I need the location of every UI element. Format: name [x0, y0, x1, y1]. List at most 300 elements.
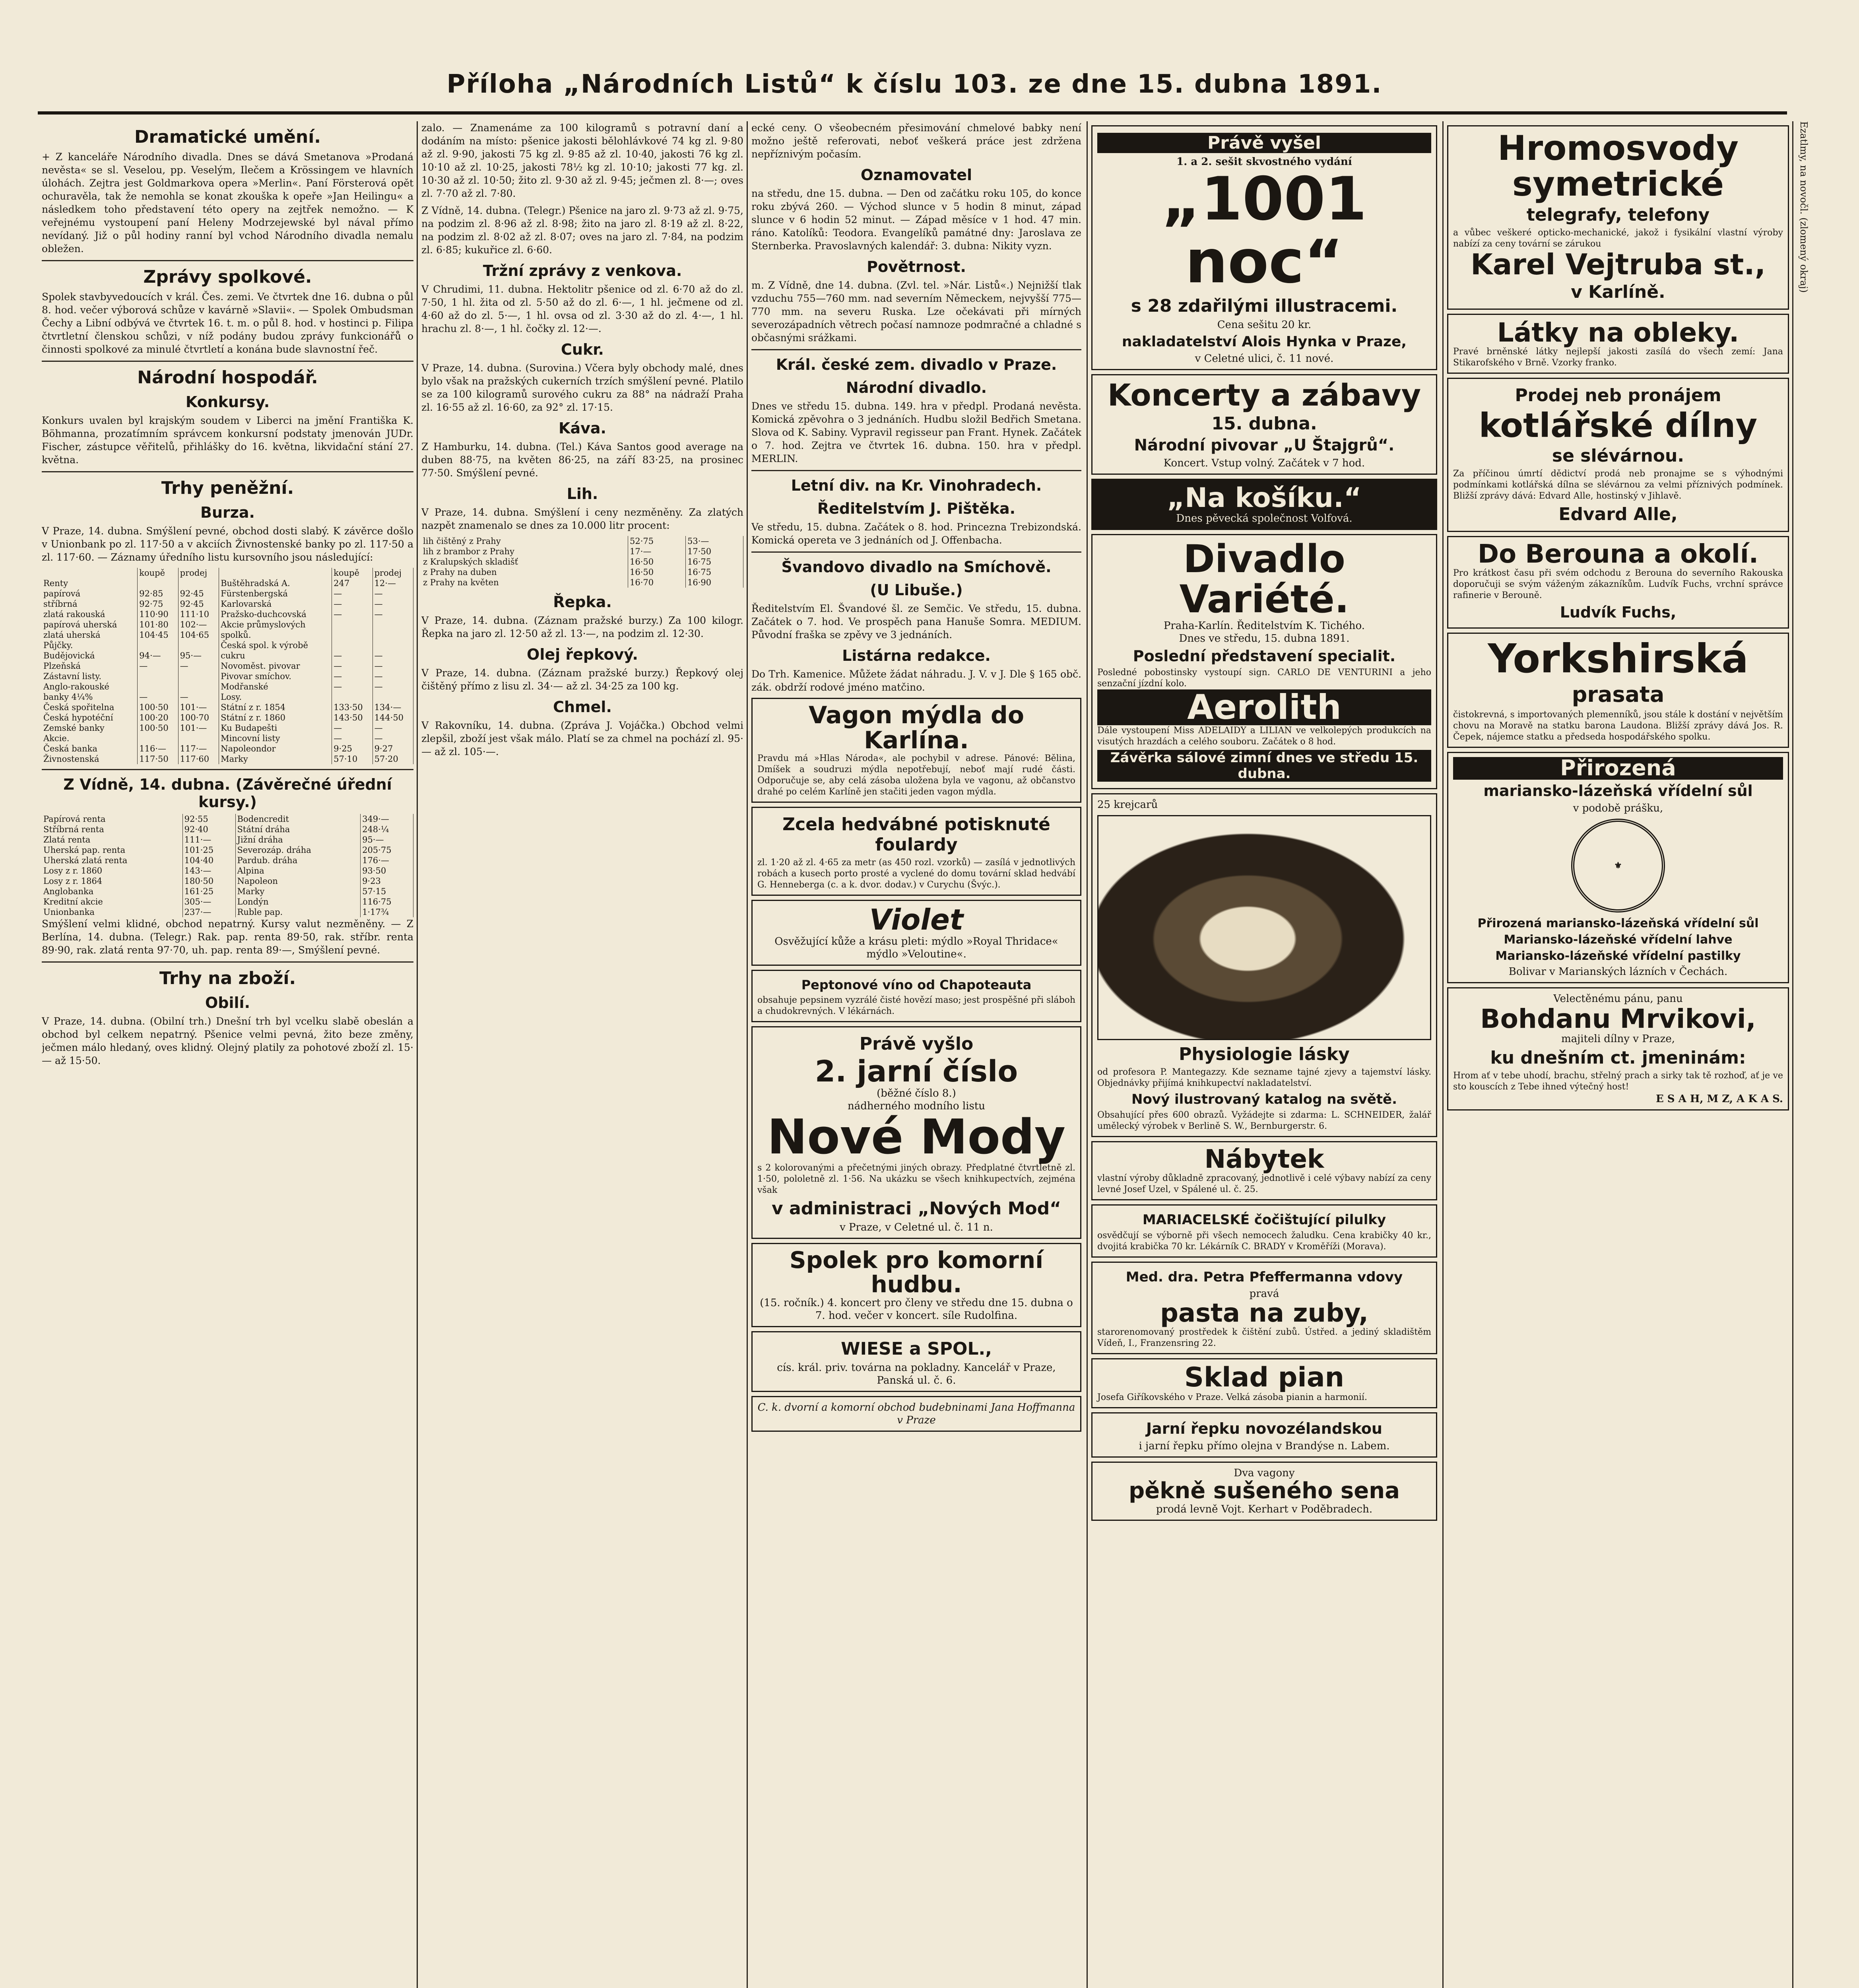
exchange-cell: 117·50 — [138, 754, 178, 764]
exchange-row — [42, 723, 413, 733]
spirits-cell: z Prahy na květen — [421, 577, 628, 588]
column-2 — [421, 121, 743, 1988]
ad-safes — [751, 1331, 1081, 1392]
exchange-cell — [138, 681, 178, 692]
ad-text: v podobě prášku, — [1573, 802, 1663, 814]
ad-title: „Na košíku.“ — [1167, 482, 1362, 514]
column-5 — [1447, 121, 1789, 1988]
ad-title: „1001 noc“ — [1161, 165, 1367, 297]
ad-text: vlastní výroby důkladně zpracovaný, jednotlivě i celé výbavy nabízí za ceny levné Josef Uzel, v Spálené ul. č. 25. — [1097, 1173, 1431, 1195]
ad-title: Med. dra. Petra Pfeffermanna vdovy — [1125, 1269, 1403, 1285]
vienna-cell: Losy z r. 1860 — [42, 866, 182, 876]
exchange-cell: 110·90 — [138, 609, 178, 619]
ad-new-fashion — [751, 1026, 1081, 1239]
exchange-cell: — — [373, 671, 413, 681]
exchange-cell: Státní z r. 1860 — [219, 712, 332, 723]
ad-aerolith: Aerolith — [1097, 689, 1431, 725]
ad-date: 15. dubna. — [1211, 413, 1317, 434]
ad-text: Koncert. Vstup volný. Začátek v 7 hod. — [1163, 457, 1365, 469]
exchange-row — [42, 640, 413, 650]
ad-name: Karel Vejtruba st., — [1470, 247, 1766, 281]
exchange-cell: stříbrná — [42, 599, 138, 609]
ad-text: osvědčují se výborně při všech nemocech žaludku. Cena krabičky 40 kr., dvojitá krabička 70 kr. Lékárník C. BRADY v Kroměříži (Morava). — [1097, 1231, 1431, 1252]
vienna-cell: Zlatá renta — [42, 835, 182, 845]
exchange-cell: — — [332, 650, 373, 661]
column-separator — [1087, 121, 1088, 1988]
vienna-cell: 237·— — [182, 907, 235, 917]
vienna-cell: 305·— — [182, 897, 235, 907]
column-separator — [1442, 121, 1444, 1988]
section-title-announcer: Oznamovatel — [860, 166, 972, 184]
exchange-cell: 116·— — [138, 744, 178, 754]
exchange-cell: 143·50 — [332, 712, 373, 723]
section-text: V Praze, 14. dubna. (Obilní trh.) Dnešní trh byl vcelku slabě obeslán a obchod byl celkem nepatrný. Pšenice velmi pevná, žito beze změny, ječmen málo hledaný, oves klidný. Olejný platily za pohotové zboží zl. 15·— až 15·50. — [42, 1015, 413, 1066]
exchange-row — [42, 630, 413, 640]
ad-name: Ludvík Fuchs, — [1560, 603, 1677, 621]
ad-toothpaste — [1091, 1262, 1437, 1354]
exchange-cell: 92·75 — [138, 599, 178, 609]
exchange-cell — [373, 630, 413, 640]
ad-signature: E S A H, M Z, A K A S. — [1655, 1093, 1783, 1105]
exchange-table — [42, 568, 413, 764]
vienna-cell: Londýn — [235, 897, 361, 907]
vienna-cell: Bodencredit — [235, 814, 361, 824]
ad-poem: Hrom ať v tebe uhodí, brachu, střelný prach a sirky tak tě rozhoď, ať je ve sto kouscích z Tebe ihned výtečný host! — [1453, 1070, 1783, 1092]
vienna-cell: 143·— — [182, 866, 235, 876]
spirits-cell: 16·70 — [628, 577, 685, 588]
vienna-cell: Kreditní akcie — [42, 897, 182, 907]
section-text: V Praze, 14. dubna. (Záznam pražské burzy.) Řepkový olej čištěný přímo z lisu zl. 34·— až zl. 34·25 za 100 kg. — [421, 667, 743, 692]
exchange-row — [42, 578, 413, 588]
section-text: m. Z Vídně, dne 14. dubna. (Zvl. tel. »Nár. Listů«.) Nejnižší tlak vzduchu 755—760 mm. nad severním Německem, nejvyšší 775—770 mm. na severu Ruska. Lze očekávati při mírných severozápadních větrech počasí namnoze podmračné a chladné s občasnými srážkami. — [751, 280, 1081, 344]
ad-title: Vagon mýdla do Karlína. — [808, 701, 1025, 754]
spirits-cell: 16·50 — [628, 567, 685, 577]
exchange-cell — [138, 733, 178, 744]
divider — [42, 961, 413, 963]
section-text: Do Trh. Kamenice. Můžete žádat náhradu. J. V. v J. Dle § 165 obč. zák. obdrží rodové jméno matčino. — [751, 668, 1081, 693]
exchange-cell: Buštěhradská A. — [219, 578, 332, 588]
column-4 — [1091, 121, 1437, 1988]
divider — [751, 349, 1081, 350]
section-title-weather: Povětrnost. — [867, 258, 966, 276]
ad-sub: Praha-Karlín. Ředitelstvím K. Tichého. — [1163, 619, 1365, 632]
ad-brand: Violet — [869, 903, 964, 936]
ad-marienbad-salt — [1447, 752, 1789, 983]
exchange-cell: Česká spořitelna — [42, 702, 138, 712]
exchange-row — [42, 588, 413, 599]
exchange-row — [42, 619, 413, 630]
exchange-row — [42, 650, 413, 661]
exchange-table-body — [42, 578, 413, 764]
subsection-title: Káva. — [559, 419, 606, 437]
section-text: Smýšlení velmi klidné, obchod nepatrný. Kursy valut nezměněny. — Z Berlína, 14. dubna. (Telegr.) Rak. pap. renta 89·50, rak. stříbr. renta 89·90, rak. zlatá renta 97·70, uh. pap. renta 89·—, Smýšlení pevné. — [42, 918, 413, 956]
ad-line: nádherného modního listu — [847, 1100, 986, 1112]
ad-text: čistokrevná, s importovaných plemenníků, jsou stále k dostání v největším chovu na Moravě na statku barona Laudona. Bližší zprávy dává Jos. R. Čepek, nájemce statku a předseda hospodářského spolku. — [1453, 709, 1783, 742]
exchange-cell: 104·65 — [178, 630, 219, 640]
ad-hoffmann — [751, 1396, 1081, 1432]
ad-boiler-shop — [1447, 378, 1789, 532]
exchange-cell — [178, 578, 219, 588]
section-text: Z Vídně, 14. dubna. (Telegr.) Pšenice na jaro zl. 9·73 až zl. 9·75, na podzim zl. 8·96 až zl. 8·98; žito na jaro zl. 8·19 až zl. 8·22, na podzim zl. 8·02 až zl. 8·07; oves na jaro zl. 7·84, na podzim zl. 6·85; kukuřice zl. 6·60. — [421, 205, 743, 256]
ad-title: Dva vagony — [1234, 1467, 1295, 1479]
subsection-title: Burza. — [200, 504, 255, 521]
ad-big: pěkně sušeného sena — [1129, 1477, 1400, 1504]
ad-text: Pravé brněnské látky nejlepší jakosti zasílá do všech zemí: Jana Stikarofského v Brně. Vzorky franko. — [1453, 347, 1783, 368]
exchange-cell: Losy. — [219, 692, 332, 702]
exchange-cell: 100·50 — [138, 723, 178, 733]
spirits-cell: lih čištěný z Prahy — [421, 536, 628, 546]
table-header: koupě — [332, 568, 373, 578]
exchange-cell: — — [178, 692, 219, 702]
subsection-title: Lih. — [567, 485, 598, 503]
exchange-cell — [373, 692, 413, 702]
section-text: Z Hamburku, 14. dubna. (Tel.) Káva Santos good average na duben 88·75, na květen 86·25, na září 83·25, na prosinec 77·50. Smýšlení pevné. — [421, 441, 743, 479]
spirits-table — [421, 536, 743, 588]
ad-address: v Karlíně. — [1571, 282, 1665, 303]
exchange-cell — [373, 640, 413, 650]
vienna-cell: Severozáp. dráha — [235, 845, 361, 855]
spirits-cell: 53·— — [685, 536, 743, 546]
vienna-cell: 176·— — [361, 855, 413, 866]
exchange-cell: 247 — [332, 578, 373, 588]
exchange-cell: 100·50 — [138, 702, 178, 712]
ad-text: Dnes pěvecká společnost Volfová. — [1176, 513, 1353, 525]
exchange-cell: — — [332, 723, 373, 733]
exchange-cell: Pivovar smíchov. — [219, 671, 332, 681]
ad-text: Dále vystoupení Miss ADELAIDY a LILIAN ve velkolepých produkcích na visutých hrazdách a celého souboru. Začátek o 8 hod. — [1097, 726, 1431, 747]
table-header: prodej — [178, 568, 219, 578]
exchange-cell: 101·80 — [138, 619, 178, 630]
vienna-cell: Pardub. dráha — [235, 855, 361, 866]
exchange-cell: 101·— — [178, 702, 219, 712]
divider — [42, 260, 413, 261]
vienna-row — [42, 814, 413, 824]
exchange-cell — [138, 671, 178, 681]
section-text: na středu, dne 15. dubna. — Den od začátku roku 105, do konce roku zbývá 260. — Východ slunce v 5 hodin 8 minut, západ slunce v 6 hodin 52 minut. — Západ měsíce v 1 hod. 47 min. ráno. Katolíků: Teodora. Evangelíků památné dny: Jaroslava ze Sternberka. Pravoslavných kalendář: 3. dubna: Nikity vyzn. — [751, 188, 1081, 252]
ad-text: a vůbec veškeré opticko-mechanické, jakož i fysikální vlastní výroby nabízí za ceny tovární se zárukou — [1453, 227, 1783, 249]
exchange-cell — [138, 640, 178, 650]
vienna-cell: 248·¼ — [361, 824, 413, 835]
column-separator — [417, 121, 418, 1988]
exchange-cell: Česká hypotéční — [42, 712, 138, 723]
subsection-title: Tržní zprávy z venkova. — [483, 262, 682, 280]
exchange-row — [42, 692, 413, 702]
exchange-cell: — — [373, 650, 413, 661]
spirits-row — [421, 546, 743, 557]
subsection-title: (U Libuše.) — [870, 581, 963, 599]
spirits-row — [421, 536, 743, 546]
spirits-cell: 17·50 — [685, 546, 743, 557]
ad-line: Mariansko-lázeňské vřídelní pastilky — [1495, 949, 1741, 963]
exchange-row — [42, 754, 413, 764]
spirits-row — [421, 577, 743, 588]
exchange-cell: — — [373, 609, 413, 619]
ad-lightning-rods — [1447, 125, 1789, 310]
exchange-cell: 133·50 — [332, 702, 373, 712]
divider — [751, 470, 1081, 471]
exchange-cell: — — [332, 681, 373, 692]
ad-title: Yorkshirská — [1488, 635, 1748, 682]
ad-variete — [1091, 534, 1437, 789]
exchange-cell: 94·— — [138, 650, 178, 661]
ad-text: v Praze, v Celetné ul. č. 11 n. — [840, 1221, 993, 1234]
divider — [42, 471, 413, 472]
spirits-cell: 16·90 — [685, 577, 743, 588]
ad-text: Pro krátkost času při svém odchodu z Berouna do severního Rakouska doporučuji se svým váženým zákazníkům. Ludvík Fuchs, vrchní správce rafinerie v Berouně. — [1453, 568, 1783, 600]
vienna-cell: Státní dráha — [235, 824, 361, 835]
ad-furniture — [1091, 1141, 1437, 1200]
section-text: zalo. — Znamenáme za 100 kilogramů s potravní daní a dodáním na místo: pšenice jakosti bělohlávkové 74 kg zl. 9·80 až zl. 9·90, jakosti 75 kg zl. 9·85 až zl. 10·40, jakosti 76 kg zl. 10·10 až zl. 10·25, jakosti 78½ kg zl. 10·10; jakosti 77 kg. zl. 10·30 až zl. 10·50; žito zl. 9·30 až zl. 9·45; ječmen zl. 8·—; oves zl. 7·70 až zl. 7·80. — [421, 122, 743, 199]
vienna-cell: Ruble pap. — [235, 907, 361, 917]
section-text: Ve středu, 15. dubna. Začátek o 8. hod. Princezna Trebizondská. Komická opereta ve 3 jednáních od J. Offenbacha. — [751, 521, 1081, 546]
section-text: V Praze, 14. dubna. Smýšlení i ceny nezměněny. Za zlatých nazpět znamenalo se dnes za 10.000 litr procent: — [421, 507, 743, 531]
ad-sub: prasata — [1572, 681, 1665, 707]
ad-text: Obsahující přes 600 obrazů. Vyžádejte si zdarma: L. SCHNEIDER, žalář umělecký výrobek v Berlině S. W., Bernburgerstr. 6. — [1097, 1110, 1431, 1132]
ad-title: Spolek pro komorní hudbu. — [789, 1246, 1044, 1298]
vienna-cell: 349·— — [361, 814, 413, 824]
exchange-cell: Zástavní listy. — [42, 671, 138, 681]
section-text: V Chrudimi, 11. dubna. Hektolitr pšenice od zl. 6·70 až do zl. 7·50, 1 hl. žita od zl. 5·50 až do zl. 6·—, 1 hl. ječmene od zl. 4·60 až do zl. 5·—, 1 hl. ovsa od zl. 3·30 až do zl. 4·—, 1 hl. hrachu zl. 8·—, 1 hl. čočky zl. 12·—. — [421, 283, 743, 334]
exchange-cell: — — [373, 661, 413, 671]
exchange-cell: Akcie. — [42, 733, 138, 744]
exchange-cell: zlatá uherská — [42, 630, 138, 640]
exchange-cell: Státní z r. 1854 — [219, 702, 332, 712]
ad-title: MARIACELSKÉ čočištující pilulky — [1142, 1212, 1386, 1228]
ad-title: Nový ilustrovaný katalog na světě. — [1131, 1091, 1397, 1108]
ad-line: 2. jarní číslo — [815, 1054, 1018, 1089]
exchange-cell: Novoměst. pivovar — [219, 661, 332, 671]
exchange-cell: — — [178, 661, 219, 671]
table-header — [42, 568, 138, 578]
exchange-cell: Budějovická — [42, 650, 138, 661]
ad-line: Mariansko-lázeňské vřídelní lahve — [1504, 932, 1733, 947]
exchange-cell — [178, 671, 219, 681]
exchange-cell: — — [332, 671, 373, 681]
vienna-cell: 205·75 — [361, 845, 413, 855]
exchange-cell: 57·20 — [373, 754, 413, 764]
ad-greeting — [1447, 987, 1789, 1110]
ad-chamber-music — [751, 1243, 1081, 1327]
exchange-cell: papírová uherská — [42, 619, 138, 630]
ad-line: s 28 zdařilými illustracemi. — [1131, 296, 1398, 316]
ad-price: Cena sešitu 20 kr. — [1217, 319, 1312, 331]
ad-sub: majiteli dílny v Praze, — [1561, 1033, 1675, 1045]
ad-text: zl. 1·20 až zl. 4·65 za metr (as 450 rozl. vzorků) — zasílá v jednotlivých robách a kusech porto prosté a vyclené do domu tovární sklad hedvábí G. Henneberga (c. a k. dvor. dodav.) v Curychu (Švýc.). — [757, 858, 1075, 890]
spirits-cell: 16·75 — [685, 567, 743, 577]
section-text: V Praze, 14. dubna. (Záznam pražské burzy.) Za 100 kilogr. Řepka na jaro zl. 12·50 až zl. 13·—, na podzim zl. 12·30. — [421, 615, 743, 639]
ad-text: Velectěnému pánu, panu — [1553, 992, 1683, 1005]
ad-text: Za příčinou úmrtí dědictví prodá neb pronajme se s výhodnými podmínkami kotlářská dílna se slévárnou za velmi příznivých podmínek. Bližší zprávy dává: Edvard Alle, hostinský v Jihlavě. — [1453, 468, 1783, 501]
subsection-title: Chmel. — [553, 698, 612, 716]
vienna-cell: Napoleon — [235, 876, 361, 886]
exchange-cell: 57·10 — [332, 754, 373, 764]
exchange-cell: — — [373, 733, 413, 744]
ad-hay — [1091, 1462, 1437, 1521]
vienna-table-body — [42, 814, 413, 917]
exchange-cell: papírová — [42, 588, 138, 599]
subsection-title: Konkursy. — [185, 393, 270, 411]
exchange-cell: — — [373, 681, 413, 692]
section-title-dramatic-art: Dramatické umění. — [134, 127, 321, 147]
vienna-cell: 92·55 — [182, 814, 235, 824]
ad-title: Jarní řepku novozélandskou — [1146, 1419, 1382, 1437]
ad-title: Přirozená — [1453, 757, 1783, 780]
exchange-cell: Plzeňská — [42, 661, 138, 671]
ad-text: cís. král. priv. továrna na pokladny. Kancelář v Praze, Panská ul. č. 6. — [777, 1362, 1056, 1387]
ad-title: Sklad pian — [1184, 1362, 1345, 1394]
exchange-cell: — — [332, 733, 373, 744]
exchange-row — [42, 599, 413, 609]
vienna-row — [42, 907, 413, 917]
exchange-cell: Karlovarská — [219, 599, 332, 609]
ad-text: C. k. dvorní a komorní obchod budebninami Jana Hoffmanna v Praze — [757, 1402, 1075, 1427]
exchange-cell: 134·— — [373, 702, 413, 712]
exchange-cell: — — [373, 723, 413, 733]
subsection-title: Řepka. — [553, 593, 612, 611]
ad-title: Nábytek — [1204, 1145, 1324, 1175]
ad-line: Prodej neb pronájem — [1515, 385, 1721, 406]
vienna-cell: 95·— — [361, 835, 413, 845]
exchange-cell: — — [332, 609, 373, 619]
exchange-cell: 9·25 — [332, 744, 373, 754]
ad-line: 1. a 2. sešit skvostného vydání — [1176, 156, 1352, 168]
exchange-cell: 111·10 — [178, 609, 219, 619]
ad-fabrics — [1447, 314, 1789, 374]
exchange-cell — [332, 640, 373, 650]
exchange-cell: 92·85 — [138, 588, 178, 599]
vienna-cell: 57·15 — [361, 886, 413, 897]
table-header-row — [42, 568, 413, 578]
section-title-goods-markets: Trhy na zboží. — [159, 968, 296, 988]
column-separator — [747, 121, 748, 1988]
ad-title: kotlářské dílny — [1479, 406, 1758, 445]
ad-price: 25 krejcarů — [1097, 799, 1158, 811]
ad-na-kosiku — [1091, 479, 1437, 530]
spirits-cell: lih z brambor z Prahy — [421, 546, 628, 557]
table-header: koupě — [138, 568, 178, 578]
section-text: V Rakovníku, 14. dubna. (Zpráva J. Vojáčka.) Obchod velmi zlepšil, zboží jest však málo. Platí se za chmel na pochází zl. 95·— až zl. 105·—. — [421, 720, 743, 757]
ad-sub: se slévárnou. — [1552, 445, 1684, 466]
vienna-cell: 104·40 — [182, 855, 235, 866]
subsection-title: Cukr. — [561, 341, 604, 358]
ad-foulards — [751, 807, 1081, 896]
spirits-cell: 16·75 — [685, 557, 743, 567]
ad-title: v administraci „Nových Mod“ — [771, 1198, 1061, 1219]
ad-text: prodá levně Vojt. Kerhart v Poděbradech. — [1156, 1503, 1373, 1515]
exchange-cell: — — [332, 599, 373, 609]
exchange-cell: Akcie průmyslových — [219, 619, 332, 630]
exchange-cell: — — [373, 588, 413, 599]
exchange-cell: 92·45 — [178, 588, 219, 599]
ad-beroun — [1447, 536, 1789, 629]
ad-violet-soap — [751, 900, 1081, 966]
exchange-cell: 12·— — [373, 578, 413, 588]
section-title-svanda-theatre: Švandovo divadlo na Smíchově. — [781, 558, 1052, 576]
ad-title: Hromosvody symetrické — [1497, 128, 1739, 204]
exchange-row — [42, 712, 413, 723]
exchange-cell: — — [138, 692, 178, 702]
section-title-summer-theatre: Letní div. na Kr. Vinohradech. — [791, 477, 1042, 494]
vienna-cell: 116·75 — [361, 897, 413, 907]
exchange-cell — [178, 733, 219, 744]
ad-title: Koncerty a zábavy — [1107, 377, 1421, 413]
section-text: Konkurs uvalen byl krajským soudem v Liberci na jmění Františka K. Böhmanna, prozatímním správcem konkursní podstaty jmenován JUDr. Fischer, zástupce věřitelů, přihlášky do 16. května, likvidační stání 27. května. — [42, 415, 413, 466]
vienna-row — [42, 866, 413, 876]
section-text: Spolek stavbyvedoucích v král. Čes. zemi. Ve čtvrtek dne 16. dubna o půl 8. hod. večer výborová schůze v kavárně »Slavii«. — Spolek Ombudsman Čechy a Libní odbývá ve čtvrtek 16. t. m. o půl 8. hod. v hostinci p. Filipa čtvrtletní členskou schůzi, v níž podány budou zprávy funkcionářů o činnosti spolkové za minulé čtvrtletí a konána bude slavnostní řeč. — [42, 291, 413, 355]
exchange-cell: — — [138, 661, 178, 671]
vienna-cell: Papírová renta — [42, 814, 182, 824]
exchange-cell — [332, 619, 373, 630]
section-text: V Praze, 14. dubna. (Surovina.) Včera byly obchody malé, dnes bylo však na pražských cukerních trzích smýšlení pevné. Platilo se za 100 kilogramů surového cukru za 88° na nádraží Praha zl. 16·55 až zl. 16·60, za 92° zl. 17·15. — [421, 362, 743, 413]
ad-text: i jarní řepku přímo olejna v Brandýse n. Labem. — [1139, 1440, 1390, 1452]
exchange-cell: Marky — [219, 754, 332, 764]
column-separator — [1792, 121, 1793, 1988]
ad-pepton-wine — [751, 970, 1081, 1022]
vienna-row — [42, 855, 413, 866]
exchange-cell: cukru — [219, 650, 332, 661]
ad-title: Závěrka sálové zimní dnes ve středu 15. dubna. — [1097, 750, 1431, 782]
seal-icon: ⚜ — [1571, 819, 1665, 912]
spirits-cell: z Kralupských skladišť — [421, 557, 628, 567]
section-title-vienna: Z Vídně, 14. dubna. (Závěrečné úřední kursy.) — [63, 776, 392, 811]
vienna-cell: 161·25 — [182, 886, 235, 897]
spirits-row — [421, 567, 743, 577]
ad-rapeseed — [1091, 1412, 1437, 1458]
ad-publisher: nakladatelství Alois Hynka v Praze, — [1122, 334, 1407, 350]
ad-text: starorenomovaný prostředek k čištění zubů. Ústřed. a jediný skladištěm Vídeň, I., Franzensring 22. — [1097, 1327, 1431, 1349]
exchange-cell: 9·27 — [373, 744, 413, 754]
section-title-theatre: Král. české zem. divadlo v Praze. — [776, 356, 1057, 373]
ad-sub: mariansko-lázeňská vřídelní sůl — [1483, 782, 1753, 800]
exchange-cell: — — [373, 599, 413, 609]
vienna-cell: Stříbrná renta — [42, 824, 182, 835]
ad-line: Právě vyšlo — [859, 1033, 974, 1054]
ad-big: pasta na zuby, — [1160, 1299, 1368, 1328]
ad-text: Josefa Giříkovského v Praze. Velká zásoba pianin a harmonií. — [1097, 1392, 1367, 1402]
vienna-cell: 111·— — [182, 835, 235, 845]
exchange-cell: Ku Budapešti — [219, 723, 332, 733]
exchange-cell: 144·50 — [373, 712, 413, 723]
exchange-cell: Živnostenská — [42, 754, 138, 764]
exchange-cell: 117·— — [178, 744, 219, 754]
subsection-title: Ředitelstvím J. Pištěka. — [817, 500, 1016, 517]
ad-text: Pravdu má »Hlas Národa«, ale pochybil v adrese. Pánové: Bělina, Dmíšek a soudruzi mýdla nepotřebují, neboť mají rudé části. Odporučuje se, aby celá zásoba uložena byla ve vagonu, až občanstvo drahé po celém Karlíně jen stačiti jeden vagon mýdla. — [757, 753, 1075, 797]
column-6-edge — [1797, 121, 1845, 1988]
exchange-cell: banky 4¼% — [42, 692, 138, 702]
vienna-cell: 1·17¾ — [361, 907, 413, 917]
exchange-cell — [178, 681, 219, 692]
divider — [42, 361, 413, 362]
ad-text: od profesora P. Mantegazzy. Kde sezname tajné zjevy a tajemství lásky. Objednávky přijímá knihkupectví nakladatelství. — [1097, 1067, 1431, 1089]
ad-text: s 2 kolorovanými a přečetnými jiných obrazy. Předplatné čtvrtletně zl. 1·50, pololetně zl. 1·56. Na ukázku se všech knihkupectvích, zejména však — [757, 1163, 1075, 1196]
vienna-row — [42, 897, 413, 907]
exchange-cell — [332, 630, 373, 640]
exchange-row — [42, 671, 413, 681]
exchange-cell: spolků. — [219, 630, 332, 640]
section-title-letters: Listárna redakce. — [842, 647, 991, 664]
vienna-row — [42, 835, 413, 845]
ad-text: Posledné pobostinsky vystoupí sign. CARLO DE VENTURINI a jeho senzační jízdní kolo. — [1097, 667, 1431, 689]
vienna-cell: Alpina — [235, 866, 361, 876]
exchange-cell: 101·— — [178, 723, 219, 733]
exchange-row — [42, 733, 413, 744]
exchange-row — [42, 744, 413, 754]
ad-soap-wagon — [751, 698, 1081, 803]
exchange-cell: 95·— — [178, 650, 219, 661]
ad-title: WIESE a SPOL., — [841, 1339, 992, 1359]
spirits-table-body — [421, 536, 743, 588]
spirits-cell: 52·75 — [628, 536, 685, 546]
